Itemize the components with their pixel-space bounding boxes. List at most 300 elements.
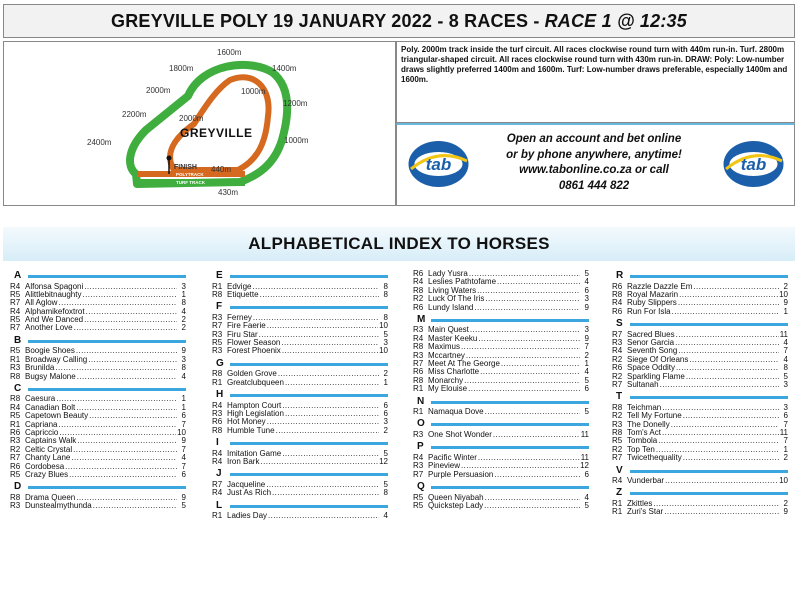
letter-rule: [230, 275, 388, 278]
dot-leader: [672, 308, 779, 316]
horse-name: Capriccio: [25, 428, 59, 437]
horse-entry: [612, 283, 788, 291]
horse-name: Firu Star: [227, 330, 258, 339]
horse-entry: [612, 299, 788, 307]
dot-leader: [678, 299, 779, 307]
dot-leader: [267, 322, 378, 330]
horse-entry: [10, 291, 186, 299]
horse-entry: [212, 410, 388, 418]
dot-leader: [266, 481, 379, 489]
horse-race: R3: [612, 338, 623, 347]
horse-race: R7: [10, 324, 21, 333]
horse-race: R5: [10, 347, 21, 356]
horse-entry: [413, 295, 589, 303]
letter-heading: [10, 383, 186, 396]
tab-logo-left: [407, 139, 470, 189]
horse-entry: [612, 429, 788, 437]
horse-entry: [212, 331, 388, 339]
horse-entry: [612, 421, 788, 429]
letter-rule: [230, 505, 388, 508]
horse-name: Master Keeku: [428, 334, 478, 343]
horse-number: 2: [783, 454, 788, 463]
horse-race: R3: [10, 364, 21, 373]
horse-number: 5: [383, 449, 388, 458]
tab-logo-text: tab: [425, 155, 452, 174]
dot-leader: [656, 446, 779, 454]
horse-name: Lady Yusra: [428, 270, 468, 278]
letter-label: F: [216, 301, 223, 313]
horse-name: Golden Grove: [227, 370, 277, 379]
horse-race: R1: [212, 512, 223, 521]
horse-name: Flower Season: [227, 338, 281, 347]
label-430m: 430m: [218, 188, 239, 197]
horse-number: 7: [181, 445, 186, 454]
horse-number: 5: [181, 502, 186, 511]
horse-race: R4: [612, 477, 623, 486]
letter-label: H: [216, 389, 224, 401]
horse-name: Namaqua Dove: [428, 408, 484, 417]
label-440m: 440m: [211, 165, 232, 174]
horse-entry: [212, 379, 388, 387]
horse-name: Boogie Shoes: [25, 347, 75, 356]
horse-name: Edvige: [227, 282, 252, 291]
letter-heading: [212, 437, 388, 450]
letter-rule: [630, 396, 788, 399]
horse-race: R4: [212, 449, 223, 458]
horse-race: R8: [10, 395, 21, 404]
horse-name: Cordobesa: [25, 462, 65, 471]
horse-race: R6: [413, 270, 424, 278]
horse-name: Bugsy Malone: [25, 372, 76, 381]
horse-entry: [612, 477, 788, 485]
horse-race: R2: [612, 355, 623, 364]
dot-leader: [461, 462, 579, 470]
letter-label: O: [417, 418, 425, 430]
dot-leader: [470, 326, 580, 334]
letter-heading: [612, 318, 788, 331]
dot-leader: [58, 421, 177, 429]
horse-name: Twicethequality: [627, 454, 682, 463]
label-finish: FINISH: [174, 164, 197, 171]
dot-leader: [497, 278, 580, 286]
dot-leader: [484, 502, 580, 510]
horse-number: 3: [584, 326, 589, 335]
horse-entry: [612, 454, 788, 462]
letter-rule: [630, 275, 788, 278]
letter-heading: [212, 301, 388, 314]
horse-entry: [10, 364, 186, 372]
horse-race: R7: [413, 470, 424, 479]
index-column-4: [612, 270, 788, 519]
horse-race: R8: [212, 370, 223, 379]
horse-number: 7: [783, 437, 788, 446]
label-1000m-outer: 1000m: [284, 136, 309, 145]
horse-number: 8: [181, 364, 186, 373]
horse-number: 9: [783, 299, 788, 308]
horse-name: High Legislation: [227, 409, 284, 418]
horse-number: 3: [783, 380, 788, 389]
horse-number: 1: [181, 395, 186, 404]
race-title: RACE 1 @ 12:35: [544, 10, 687, 31]
horse-entry: [212, 481, 388, 489]
dot-leader: [683, 454, 779, 462]
horse-race: R7: [612, 454, 623, 463]
horse-number: 3: [783, 403, 788, 412]
dot-leader: [260, 458, 378, 466]
horse-entry: [212, 347, 388, 355]
horse-number: 5: [383, 330, 388, 339]
horse-race: R6: [612, 282, 623, 291]
letter-label: B: [14, 334, 22, 346]
letter-rule: [28, 388, 186, 391]
turf-track: [130, 65, 287, 184]
horse-race: R6: [413, 303, 424, 312]
horse-entry: [413, 343, 589, 351]
horse-name: Sparkling Flame: [627, 372, 685, 381]
horse-entry: [10, 283, 186, 291]
horse-entry: [612, 437, 788, 445]
dot-leader: [660, 381, 779, 389]
dot-leader: [478, 335, 580, 343]
dot-leader: [55, 364, 177, 372]
horse-entry: [10, 446, 186, 454]
horse-race: R3: [212, 347, 223, 356]
horse-entry: [612, 381, 788, 389]
horse-name: Pacific Winter: [428, 453, 477, 462]
letter-rule: [230, 363, 388, 366]
horse-race: R5: [10, 290, 21, 299]
dot-leader: [56, 395, 177, 403]
horse-name: Jacqueline: [227, 480, 266, 489]
dot-leader: [86, 308, 177, 316]
dot-leader: [282, 450, 379, 458]
horse-name: Broadway Calling: [25, 355, 88, 364]
horse-name: Capriana: [25, 420, 58, 429]
horse-number: 8: [181, 299, 186, 308]
horse-entry: [10, 395, 186, 403]
label-1200m: 1200m: [283, 99, 308, 108]
horse-number: 9: [584, 334, 589, 343]
horse-name: Greatclubqueen: [227, 378, 284, 387]
horse-entry: [612, 373, 788, 381]
horse-race: R7: [612, 380, 623, 389]
horse-entry: [10, 324, 186, 332]
ad-line-3: www.tabonline.co.za or call: [519, 164, 669, 177]
horse-entry: [413, 431, 589, 439]
dot-leader: [671, 421, 779, 429]
horse-race: R2: [612, 372, 623, 381]
dot-leader: [653, 500, 779, 508]
horse-name: Drama Queen: [25, 493, 76, 502]
letter-label: S: [616, 318, 623, 330]
horse-name: Teichman: [627, 403, 662, 412]
dot-leader: [73, 446, 177, 454]
letter-label: A: [14, 270, 22, 281]
horse-race: R6: [612, 364, 623, 373]
horse-number: 5: [783, 372, 788, 381]
horse-race: R1: [413, 408, 424, 417]
horse-number: 3: [181, 282, 186, 291]
label-turftrack: TURF TRACK: [176, 180, 205, 185]
dot-leader: [252, 283, 379, 291]
horse-entry: [212, 512, 388, 520]
horse-entry: [10, 454, 186, 462]
horse-number: 8: [383, 282, 388, 291]
horse-name: Vunderbar: [627, 477, 665, 486]
dot-leader: [285, 379, 379, 387]
horse-name: Maximus: [428, 343, 461, 352]
horse-entry: [212, 418, 388, 426]
horse-name: Chanty Lane: [25, 454, 71, 463]
track-description: Poly. 2000m track inside the turf circuit. All races clockwise round turn with 440m run-in. Turf. 2800m triangular-shaped circuit. All races clockwise round turn with 430m run-in. DRAW: Poly: Low-number draws slightly preferred 1400m and 1600m. Turf: Low-number draws preferable, especially 1400m and 1600m.: [396, 41, 795, 123]
horse-number: 9: [584, 303, 589, 312]
horse-name: Leslies Pathtofame: [428, 278, 497, 287]
tab-advert: [396, 123, 795, 206]
horse-entry: [10, 404, 186, 412]
horse-entry: [413, 360, 589, 368]
horse-entry: [413, 408, 589, 416]
letter-rule: [431, 446, 589, 449]
letter-rule: [431, 401, 589, 404]
letter-rule: [230, 473, 388, 476]
horse-race: R6: [413, 368, 424, 377]
horse-number: 11: [580, 430, 589, 439]
dot-leader: [65, 463, 177, 471]
letter-heading: [212, 358, 388, 371]
horse-name: Sacred Blues: [627, 330, 675, 339]
dot-leader: [480, 368, 580, 376]
horse-entry: [413, 326, 589, 334]
horse-name: Siege Of Orleans: [627, 355, 689, 364]
horse-race: R4: [212, 401, 223, 410]
horse-name: Seventh Song: [627, 347, 678, 356]
index-column-3: [413, 270, 589, 512]
letter-heading: [612, 487, 788, 500]
horse-race: R2: [413, 295, 424, 304]
horse-number: 6: [783, 412, 788, 421]
dot-leader: [278, 370, 379, 378]
dot-leader: [82, 291, 177, 299]
horse-race: R2: [612, 445, 623, 454]
horse-number: 7: [181, 420, 186, 429]
letter-rule: [630, 492, 788, 495]
dot-leader: [84, 316, 177, 324]
horse-entry: [413, 287, 589, 295]
dot-leader: [678, 347, 779, 355]
horse-name: Sultanah: [627, 380, 659, 389]
horse-number: 6: [383, 409, 388, 418]
horse-number: 4: [584, 368, 589, 377]
horse-number: 4: [584, 493, 589, 502]
horse-race: R6: [212, 418, 223, 427]
letter-label: L: [216, 499, 223, 511]
horse-race: R3: [212, 313, 223, 322]
horse-number: 6: [383, 401, 388, 410]
letter-rule: [28, 486, 186, 489]
dot-leader: [281, 339, 379, 347]
letter-label: Q: [417, 481, 425, 493]
horse-number: 7: [181, 462, 186, 471]
dot-leader: [469, 270, 580, 278]
letter-heading: [413, 418, 589, 431]
horse-entry: [212, 370, 388, 378]
horse-name: Alfonsa Spagoni: [25, 282, 84, 291]
horse-entry: [612, 356, 788, 364]
horse-race: R7: [10, 299, 21, 308]
horse-number: 12: [379, 457, 388, 466]
horse-number: 1: [584, 360, 589, 369]
horse-name: My Elouise: [428, 385, 468, 394]
horse-number: 1: [783, 307, 788, 316]
horse-race: R8: [612, 403, 623, 412]
letter-rule: [230, 306, 388, 309]
horse-race: R8: [612, 290, 623, 299]
letter-heading: [612, 465, 788, 478]
horse-race: R2: [10, 445, 21, 454]
dot-leader: [485, 295, 580, 303]
horse-name: Quickstep Lady: [428, 501, 484, 510]
horse-name: Crazy Blues: [25, 470, 69, 479]
letter-rule: [630, 323, 788, 326]
horse-number: 10: [379, 347, 388, 356]
dot-leader: [468, 385, 580, 393]
dot-leader: [466, 352, 580, 360]
horse-number: 6: [584, 470, 589, 479]
dot-leader: [76, 347, 177, 355]
horse-race: R8: [413, 376, 424, 385]
horse-name: Meet At The George: [428, 360, 500, 369]
letter-label: P: [417, 441, 424, 453]
dot-leader: [478, 454, 580, 462]
horse-name: Hampton Court: [227, 401, 282, 410]
index-column-1: [10, 270, 186, 513]
horse-entry: [10, 412, 186, 420]
horse-name: Top Ten: [627, 445, 655, 454]
horse-entry: [413, 462, 589, 470]
letter-rule: [431, 423, 589, 426]
horse-number: 2: [181, 324, 186, 333]
horse-race: R8: [212, 426, 223, 435]
dot-leader: [76, 404, 177, 412]
horse-name: Iron Bark: [227, 457, 260, 466]
horse-name: Alphamikefoxtrot: [25, 307, 85, 316]
horse-number: 4: [181, 307, 186, 316]
horse-number: 3: [383, 418, 388, 427]
letter-heading: [413, 481, 589, 494]
horse-race: R7: [212, 480, 223, 489]
dot-leader: [76, 494, 177, 502]
horse-entry: [10, 347, 186, 355]
horse-race: R3: [10, 437, 21, 446]
letter-rule: [28, 275, 186, 278]
horse-race: R7: [413, 360, 424, 369]
dot-leader: [664, 508, 779, 516]
horse-race: R4: [10, 403, 21, 412]
horse-entry: [612, 364, 788, 372]
horse-race: R3: [212, 330, 223, 339]
horse-entry: [212, 427, 388, 435]
horse-name: And We Danced: [25, 316, 84, 325]
dot-leader: [74, 324, 177, 332]
dot-leader: [464, 377, 580, 385]
letter-label: R: [616, 270, 624, 281]
horse-race: R4: [413, 278, 424, 287]
letter-rule: [230, 394, 388, 397]
index-title: ALPHABETICAL INDEX TO HORSES: [3, 227, 795, 261]
horse-entry: [612, 339, 788, 347]
horse-name: Hot Money: [227, 418, 266, 427]
horse-name: Forest Phoenix: [227, 347, 281, 356]
horse-number: 1: [783, 445, 788, 454]
ad-line-1: Open an account and bet online: [506, 133, 682, 145]
horse-race: R5: [212, 338, 223, 347]
horse-entry: [612, 508, 788, 516]
horse-number: 9: [181, 437, 186, 446]
horse-entry: [212, 339, 388, 347]
horse-number: 2: [383, 370, 388, 379]
horse-name: All Aglow: [25, 299, 58, 308]
horse-race: R4: [10, 307, 21, 316]
horse-name: Queen Niyabah: [428, 493, 484, 502]
meeting-title: GREYVILLE POLY 19 JANUARY 2022 - 8 RACES -: [111, 10, 540, 31]
horse-number: 10: [779, 290, 788, 299]
letter-label: J: [216, 468, 222, 480]
horse-number: 8: [383, 489, 388, 498]
horse-race: R4: [612, 347, 623, 356]
horse-name: Tell My Fortune: [627, 412, 682, 421]
label-2200m: 2200m: [122, 110, 147, 119]
horse-race: R3: [413, 430, 424, 439]
horse-name: Caesura: [25, 395, 56, 404]
horse-name: Zkittles: [627, 499, 653, 508]
horse-race: R4: [413, 334, 424, 343]
horse-race: R7: [612, 330, 623, 339]
horse-number: 4: [584, 278, 589, 287]
horse-entry: [212, 489, 388, 497]
horse-number: 10: [779, 477, 788, 486]
horse-number: 3: [584, 295, 589, 304]
horse-entry: [413, 471, 589, 479]
horse-entry: [413, 377, 589, 385]
label-polytrack: POLYTRACK: [176, 172, 204, 177]
dot-leader: [461, 343, 580, 351]
page-title: [3, 4, 795, 38]
horse-name: Fire Faerie: [227, 322, 266, 331]
horse-race: R5: [10, 412, 21, 421]
dot-leader: [679, 291, 778, 299]
letter-heading: [212, 500, 388, 513]
horse-name: Senor Garcia: [627, 338, 675, 347]
horse-entry: [413, 270, 589, 278]
horse-number: 1: [181, 290, 186, 299]
horse-number: 10: [379, 322, 388, 331]
letter-label: I: [216, 437, 219, 449]
horse-name: Ferney: [227, 313, 252, 322]
letter-heading: [413, 314, 589, 327]
dot-leader: [686, 373, 779, 381]
dot-leader: [485, 494, 580, 502]
horse-number: 5: [383, 480, 388, 489]
horse-entry: [612, 446, 788, 454]
horse-number: 9: [783, 508, 788, 517]
letter-rule: [230, 442, 388, 445]
horse-name: Ladies Day: [227, 512, 268, 521]
horse-number: 8: [383, 290, 388, 299]
horse-race: R3: [212, 409, 223, 418]
dot-leader: [71, 454, 177, 462]
horse-race: R8: [413, 343, 424, 352]
horse-race: R6: [10, 462, 21, 471]
